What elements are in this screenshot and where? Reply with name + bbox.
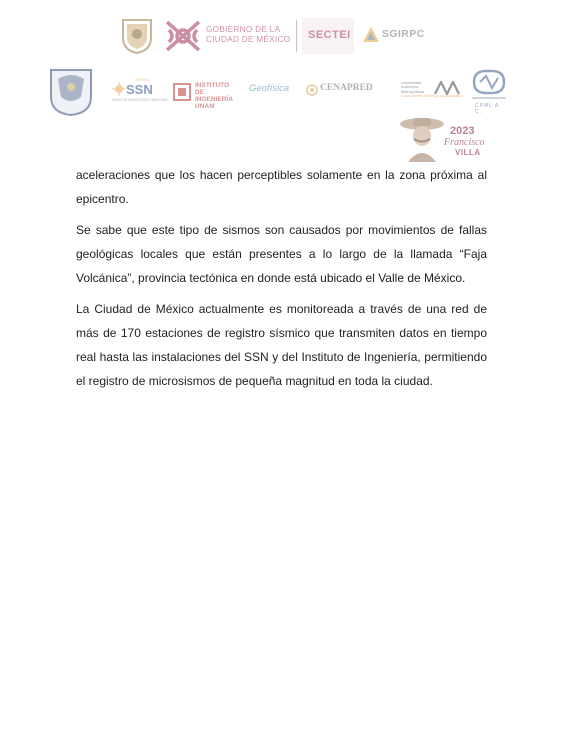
cdmx-government-logo xyxy=(163,16,291,56)
francisco-villa-2023-logo: 2023 Francisco VILLA xyxy=(398,114,490,164)
paragraph-3: La Ciudad de México actualmente es monitoreada a través de una red de más de 170 estaciones de registro sísmico que transmiten datos en tiempo real hasta las instalaciones del SSN y del Instituto de Ingeniería, permitiendo el registro de microsismos de pequeña magnitud en toda la ciudad. xyxy=(76,302,487,388)
uam-logo: Universidad Autónoma Metropolitana Casa abierta al tiempo Azcapotzalco xyxy=(401,81,463,99)
sectei-logo: SECTEI xyxy=(302,16,354,56)
ssn-logo: MÉXICO SSN SERVICIO SISMOLÓGICO NACIONAL xyxy=(112,78,168,102)
unam-seal-logo xyxy=(48,67,94,117)
cpml-logo: CPML A. C. xyxy=(470,68,508,112)
paragraph-1: aceleraciones que los hacen perceptibles solamente en la zona próxima al epicentro. xyxy=(76,168,487,206)
sgirpc-logo: SGIRPC xyxy=(362,24,432,46)
paragraph-2: Se sabe que este tipo de sismos son causados por movimientos de fallas geológicas locales que están presentes a lo largo de la llamada “Faja Volcánica”, provincia tectónica en donde está ubicado el Valle de México. xyxy=(76,223,487,285)
cdmx-logo-text: GOBIERNO DE LA CIUDAD DE MÉXICO xyxy=(206,25,291,44)
header-divider xyxy=(296,20,297,52)
geofisica-logo: Geofísica xyxy=(249,83,290,94)
document-body xyxy=(76,163,487,400)
cenapred-logo: CENAPRED xyxy=(306,81,378,99)
mexico-coat-of-arms-logo xyxy=(121,18,153,54)
instituto-ingenieria-logo: INSTITUTO DE INGENIERÍA UNAM xyxy=(173,80,239,104)
